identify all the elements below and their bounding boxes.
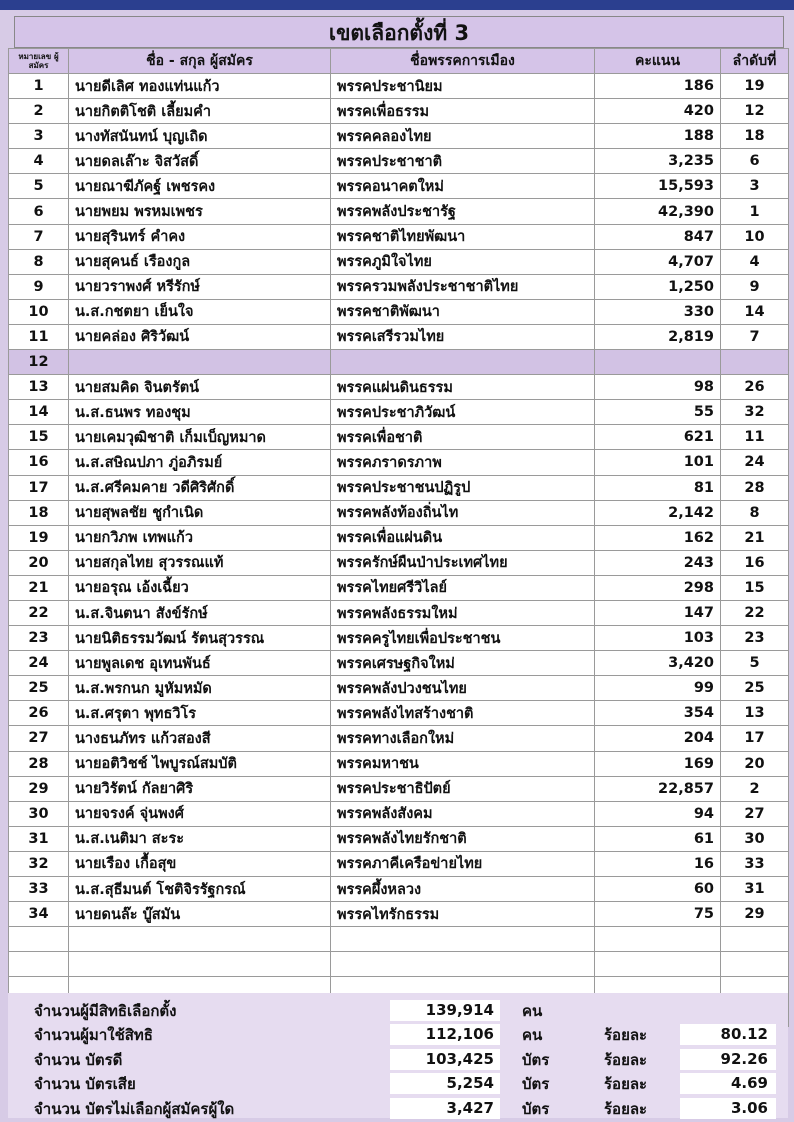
candidate-name: นายเคมวุฒิชาติ เก็มเบ็ญหมาด bbox=[69, 425, 331, 450]
party-name: พรรคประชาชนปฏิรูป bbox=[331, 475, 595, 500]
header-party: ชื่อพรรคการเมือง bbox=[331, 49, 595, 74]
rank: 22 bbox=[721, 600, 789, 625]
summary-unit: บัตร bbox=[522, 1099, 550, 1118]
candidate-name: น.ส.พรกนก มูหัมหมัด bbox=[69, 676, 331, 701]
vote-count: 420 bbox=[595, 99, 721, 124]
candidate-number: 12 bbox=[9, 350, 69, 375]
summary-value: 112,106 bbox=[390, 1024, 500, 1045]
rank: 15 bbox=[721, 575, 789, 600]
table-row bbox=[9, 400, 789, 425]
empty-cell bbox=[595, 927, 721, 952]
candidate-name: นายนิติธรรมวัฒน์ รัตนสุวรรณ bbox=[69, 626, 331, 651]
candidate-number: 10 bbox=[9, 299, 69, 324]
summary-percent: 92.26 bbox=[680, 1049, 776, 1070]
summary-label: จำนวนผู้มีสิทธิเลือกตั้ง bbox=[34, 1002, 177, 1020]
candidate-name: น.ส.เนติมา สะระ bbox=[69, 826, 331, 851]
rank: 1 bbox=[721, 199, 789, 224]
party-name: พรรคพลังไทยรักชาติ bbox=[331, 826, 595, 851]
summary-value: 139,914 bbox=[390, 1000, 500, 1021]
vote-count: 101 bbox=[595, 450, 721, 475]
party-name: พรรคประชาชาติ bbox=[331, 149, 595, 174]
candidate-number: 30 bbox=[9, 801, 69, 826]
party-name: พรรคแผ่นดินธรรม bbox=[331, 375, 595, 400]
summary-row bbox=[8, 1048, 788, 1072]
summary-unit: บัตร bbox=[522, 1050, 550, 1069]
table-row bbox=[9, 99, 789, 124]
page-title: เขตเลือกตั้งที่ 3 bbox=[14, 16, 784, 48]
vote-count: 99 bbox=[595, 676, 721, 701]
candidate-name: นายดนล๊ะ บู๊สมัน bbox=[69, 902, 331, 927]
candidate-name: นายดลเล๊าะ จิสวัสดิ์ bbox=[69, 149, 331, 174]
rank: 19 bbox=[721, 74, 789, 99]
summary-row bbox=[8, 1023, 788, 1047]
candidate-name: นายกิตติโชติ เลี้ยมคำ bbox=[69, 99, 331, 124]
party-name: พรรคพลังท้องถิ่นไท bbox=[331, 500, 595, 525]
party-name: พรรคประชาภิวัฒน์ bbox=[331, 400, 595, 425]
rank: 26 bbox=[721, 375, 789, 400]
vote-count: 1,250 bbox=[595, 274, 721, 299]
candidate-name: นายพูลเดช อุเทนพันธ์ bbox=[69, 651, 331, 676]
candidate-number: 17 bbox=[9, 475, 69, 500]
empty-cell bbox=[595, 952, 721, 977]
vote-count: 81 bbox=[595, 475, 721, 500]
table-row bbox=[9, 902, 789, 927]
rank: 33 bbox=[721, 851, 789, 876]
candidate-number: 31 bbox=[9, 826, 69, 851]
party-name: พรรคภูมิใจไทย bbox=[331, 249, 595, 274]
vote-count: 55 bbox=[595, 400, 721, 425]
vote-count: 188 bbox=[595, 124, 721, 149]
table-row bbox=[9, 274, 789, 299]
candidate-number: 24 bbox=[9, 651, 69, 676]
vote-count: 22,857 bbox=[595, 776, 721, 801]
candidate-name: นายสกุลไทย สุวรรณแท้ bbox=[69, 550, 331, 575]
party-name: พรรคประชานิยม bbox=[331, 74, 595, 99]
table-header-row bbox=[9, 49, 789, 74]
table-row bbox=[9, 877, 789, 902]
table-row bbox=[9, 575, 789, 600]
header-rank: ลำดับที่ bbox=[721, 49, 789, 74]
empty-cell bbox=[69, 952, 331, 977]
table-row bbox=[9, 375, 789, 400]
empty-row bbox=[9, 952, 789, 977]
candidate-number: 9 bbox=[9, 274, 69, 299]
table-row bbox=[9, 475, 789, 500]
party-name: พรรคชาติไทยพัฒนา bbox=[331, 224, 595, 249]
candidate-name: นายสมคิด จินตรัตน์ bbox=[69, 375, 331, 400]
table-row bbox=[9, 676, 789, 701]
table-row bbox=[9, 324, 789, 349]
empty-cell bbox=[9, 952, 69, 977]
table-row bbox=[9, 550, 789, 575]
candidate-number: 26 bbox=[9, 701, 69, 726]
table-row bbox=[9, 149, 789, 174]
party-name: พรรคชาติพัฒนา bbox=[331, 299, 595, 324]
empty-cell bbox=[69, 927, 331, 952]
summary-value: 3,427 bbox=[390, 1098, 500, 1119]
table-row bbox=[9, 851, 789, 876]
party-name: พรรคไทยศรีวิไลย์ bbox=[331, 575, 595, 600]
party-name: พรรคครูไทยเพื่อประชาชน bbox=[331, 626, 595, 651]
candidate-name: นายณาฆีภัคฐ์ เพชรคง bbox=[69, 174, 331, 199]
party-name: พรรคเพื่อชาติ bbox=[331, 425, 595, 450]
table-row bbox=[9, 425, 789, 450]
party-name: พรรคพลังปวงชนไทย bbox=[331, 676, 595, 701]
candidate-number: 16 bbox=[9, 450, 69, 475]
candidate-name: นางธนภัทร แก้วสองสี bbox=[69, 726, 331, 751]
candidate-name: น.ส.กชตยา เย็นใจ bbox=[69, 299, 331, 324]
rank: 13 bbox=[721, 701, 789, 726]
summary-label: จำนวน บัตรดี bbox=[34, 1050, 123, 1069]
candidate-number: 14 bbox=[9, 400, 69, 425]
vote-count: 103 bbox=[595, 626, 721, 651]
party-name: พรรคคลองไทย bbox=[331, 124, 595, 149]
vote-count: 15,593 bbox=[595, 174, 721, 199]
empty-cell bbox=[331, 952, 595, 977]
vote-count: 186 bbox=[595, 74, 721, 99]
candidate-number: 27 bbox=[9, 726, 69, 751]
candidate-number: 3 bbox=[9, 124, 69, 149]
party-name: พรรคประชาธิปัตย์ bbox=[331, 776, 595, 801]
vote-count: 147 bbox=[595, 600, 721, 625]
summary-panel bbox=[8, 993, 788, 1118]
candidate-number: 5 bbox=[9, 174, 69, 199]
candidate-name: นายคล่อง ศิริวัฒน์ bbox=[69, 324, 331, 349]
table-row bbox=[9, 224, 789, 249]
header-no: หมายเลข ผู้สมัคร bbox=[9, 49, 69, 74]
table-row bbox=[9, 124, 789, 149]
table-row bbox=[9, 776, 789, 801]
party-name: พรรคพลังประชารัฐ bbox=[331, 199, 595, 224]
candidate-number: 29 bbox=[9, 776, 69, 801]
table-row bbox=[9, 826, 789, 851]
rank: 28 bbox=[721, 475, 789, 500]
party-name: พรรคภราดรภาพ bbox=[331, 450, 595, 475]
candidate-name: นายสุคนธ์ เรืองกูล bbox=[69, 249, 331, 274]
candidate-number: 22 bbox=[9, 600, 69, 625]
candidate-name: นายสุพลชัย ชูกำเนิด bbox=[69, 500, 331, 525]
rank: 4 bbox=[721, 249, 789, 274]
vote-count: 621 bbox=[595, 425, 721, 450]
rank: 17 bbox=[721, 726, 789, 751]
summary-unit: บัตร bbox=[522, 1075, 550, 1094]
rank: 7 bbox=[721, 324, 789, 349]
summary-label: จำนวน บัตรเสีย bbox=[34, 1075, 136, 1094]
party-name: พรรคเศรษฐกิจใหม่ bbox=[331, 651, 595, 676]
candidate-number: 28 bbox=[9, 751, 69, 776]
rank: 8 bbox=[721, 500, 789, 525]
candidate-number: 18 bbox=[9, 500, 69, 525]
party-name: พรรคพลังธรรมใหม่ bbox=[331, 600, 595, 625]
candidate-number: 34 bbox=[9, 902, 69, 927]
party-name: พรรคผึ้งหลวง bbox=[331, 877, 595, 902]
vote-count: 354 bbox=[595, 701, 721, 726]
vote-count: 162 bbox=[595, 525, 721, 550]
rank: 14 bbox=[721, 299, 789, 324]
candidate-name: น.ส.ศรีคมคาย วดีศิริศักดิ์ bbox=[69, 475, 331, 500]
summary-unit: คน bbox=[522, 1026, 543, 1045]
candidate-name: นายพยม พรหมเพชร bbox=[69, 199, 331, 224]
empty-cell bbox=[721, 927, 789, 952]
table-row bbox=[9, 299, 789, 324]
candidate-number: 11 bbox=[9, 324, 69, 349]
candidate-name: นายอรุณ เอ้งเฉี้ยว bbox=[69, 575, 331, 600]
candidate-number: 8 bbox=[9, 249, 69, 274]
table-row bbox=[9, 199, 789, 224]
candidate-number: 19 bbox=[9, 525, 69, 550]
summary-percent-label: ร้อยละ bbox=[604, 1099, 648, 1118]
candidate-number: 1 bbox=[9, 74, 69, 99]
rank: 25 bbox=[721, 676, 789, 701]
vote-count: 330 bbox=[595, 299, 721, 324]
vote-count: 2,819 bbox=[595, 324, 721, 349]
candidate-name: น.ส.สษิณปภา ภู่อภิรมย์ bbox=[69, 450, 331, 475]
vote-count bbox=[595, 350, 721, 375]
table-row bbox=[9, 249, 789, 274]
summary-percent: 3.06 bbox=[680, 1098, 776, 1119]
candidate-number: 2 bbox=[9, 99, 69, 124]
rank: 16 bbox=[721, 550, 789, 575]
rank: 9 bbox=[721, 274, 789, 299]
summary-value: 5,254 bbox=[390, 1073, 500, 1094]
rank: 32 bbox=[721, 400, 789, 425]
candidate-number: 6 bbox=[9, 199, 69, 224]
candidate-number: 15 bbox=[9, 425, 69, 450]
candidate-number: 25 bbox=[9, 676, 69, 701]
vote-count: 204 bbox=[595, 726, 721, 751]
summary-row bbox=[8, 1097, 788, 1121]
table-row bbox=[9, 450, 789, 475]
vote-count: 94 bbox=[595, 801, 721, 826]
summary-row bbox=[8, 1072, 788, 1096]
rank: 12 bbox=[721, 99, 789, 124]
table-row bbox=[9, 726, 789, 751]
rank: 24 bbox=[721, 450, 789, 475]
vote-count: 4,707 bbox=[595, 249, 721, 274]
rank bbox=[721, 350, 789, 375]
table-row bbox=[9, 174, 789, 199]
summary-percent-label: ร้อยละ bbox=[604, 1075, 648, 1094]
summary-percent-label: ร้อยละ bbox=[604, 1050, 648, 1069]
rank: 30 bbox=[721, 826, 789, 851]
vote-count: 75 bbox=[595, 902, 721, 927]
candidate-number: 4 bbox=[9, 149, 69, 174]
rank: 6 bbox=[721, 149, 789, 174]
vote-count: 16 bbox=[595, 851, 721, 876]
party-name bbox=[331, 350, 595, 375]
table-row bbox=[9, 701, 789, 726]
empty-cell bbox=[721, 952, 789, 977]
vote-count: 2,142 bbox=[595, 500, 721, 525]
party-name: พรรคพลังไทสร้างชาติ bbox=[331, 701, 595, 726]
rank: 18 bbox=[721, 124, 789, 149]
rank: 11 bbox=[721, 425, 789, 450]
summary-row bbox=[8, 999, 788, 1023]
candidate-name: นายเรือง เกื้อสุข bbox=[69, 851, 331, 876]
candidate-name: นางทัสนันทน์ บุญเถิด bbox=[69, 124, 331, 149]
candidate-number: 7 bbox=[9, 224, 69, 249]
vote-count: 298 bbox=[595, 575, 721, 600]
empty-cell bbox=[9, 927, 69, 952]
party-name: พรรคเสรีรวมไทย bbox=[331, 324, 595, 349]
table-row bbox=[9, 626, 789, 651]
candidate-number: 20 bbox=[9, 550, 69, 575]
vote-count: 61 bbox=[595, 826, 721, 851]
rank: 3 bbox=[721, 174, 789, 199]
party-name: พรรคมหาชน bbox=[331, 751, 595, 776]
table-row bbox=[9, 525, 789, 550]
party-name: พรรครวมพลังประชาชาติไทย bbox=[331, 274, 595, 299]
empty-row bbox=[9, 927, 789, 952]
candidate-name: นายอติวิชช์ ไพบูรณ์สมบัติ bbox=[69, 751, 331, 776]
candidate-name: นายดีเลิศ ทองแท่นแก้ว bbox=[69, 74, 331, 99]
rank: 21 bbox=[721, 525, 789, 550]
rank: 29 bbox=[721, 902, 789, 927]
rank: 27 bbox=[721, 801, 789, 826]
table-row bbox=[9, 350, 789, 375]
party-name: พรรคภาคีเครือข่ายไทย bbox=[331, 851, 595, 876]
candidate-name: นายวราพงศ์ หรีรักษ์ bbox=[69, 274, 331, 299]
vote-count: 169 bbox=[595, 751, 721, 776]
party-name: พรรคไทรักธรรม bbox=[331, 902, 595, 927]
rank: 20 bbox=[721, 751, 789, 776]
empty-cell bbox=[331, 927, 595, 952]
top-banner bbox=[0, 0, 794, 10]
candidate-number: 33 bbox=[9, 877, 69, 902]
party-name: พรรครักษ์ผืนป่าประเทศไทย bbox=[331, 550, 595, 575]
table-row bbox=[9, 651, 789, 676]
party-name: พรรคทางเลือกใหม่ bbox=[331, 726, 595, 751]
summary-unit: คน bbox=[522, 1002, 543, 1020]
candidate-name: นายวิรัตน์ กัลยาศิริ bbox=[69, 776, 331, 801]
table-row bbox=[9, 600, 789, 625]
vote-count: 98 bbox=[595, 375, 721, 400]
vote-count: 3,235 bbox=[595, 149, 721, 174]
candidate-name: น.ส.สุธีมนต์ โชติจิรรัฐกรณ์ bbox=[69, 877, 331, 902]
table-row bbox=[9, 801, 789, 826]
rank: 31 bbox=[721, 877, 789, 902]
candidate-name bbox=[69, 350, 331, 375]
table-body bbox=[9, 74, 789, 1027]
candidate-number: 13 bbox=[9, 375, 69, 400]
candidate-name: น.ส.จินตนา สังข์รักษ์ bbox=[69, 600, 331, 625]
vote-count: 42,390 bbox=[595, 199, 721, 224]
candidate-number: 23 bbox=[9, 626, 69, 651]
vote-count: 243 bbox=[595, 550, 721, 575]
candidate-name: นายสุรินทร์ คำคง bbox=[69, 224, 331, 249]
vote-count: 3,420 bbox=[595, 651, 721, 676]
summary-label: จำนวน บัตรไม่เลือกผู้สมัครผู้ใด bbox=[34, 1099, 235, 1118]
party-name: พรรคพลังสังคม bbox=[331, 801, 595, 826]
rank: 23 bbox=[721, 626, 789, 651]
table-row bbox=[9, 74, 789, 99]
candidate-name: น.ส.ธนพร ทองชุม bbox=[69, 400, 331, 425]
summary-percent: 80.12 bbox=[680, 1024, 776, 1045]
header-votes: คะแนน bbox=[595, 49, 721, 74]
table-row bbox=[9, 751, 789, 776]
party-name: พรรคเพื่อแผ่นดิน bbox=[331, 525, 595, 550]
party-name: พรรคเพื่อธรรม bbox=[331, 99, 595, 124]
table-row bbox=[9, 500, 789, 525]
candidate-number: 21 bbox=[9, 575, 69, 600]
party-name: พรรคอนาคตใหม่ bbox=[331, 174, 595, 199]
results-table bbox=[8, 48, 789, 1027]
vote-count: 847 bbox=[595, 224, 721, 249]
header-name: ชื่อ - สกุล ผู้สมัคร bbox=[69, 49, 331, 74]
rank: 10 bbox=[721, 224, 789, 249]
candidate-name: นายกวิภพ เทพแก้ว bbox=[69, 525, 331, 550]
summary-percent-label: ร้อยละ bbox=[604, 1026, 648, 1045]
vote-count: 60 bbox=[595, 877, 721, 902]
rank: 2 bbox=[721, 776, 789, 801]
summary-label: จำนวนผู้มาใช้สิทธิ bbox=[34, 1026, 153, 1045]
summary-percent: 4.69 bbox=[680, 1073, 776, 1094]
candidate-number: 32 bbox=[9, 851, 69, 876]
rank: 5 bbox=[721, 651, 789, 676]
candidate-name: น.ส.ศรุตา พุทธวิโร bbox=[69, 701, 331, 726]
summary-value: 103,425 bbox=[390, 1049, 500, 1070]
candidate-name: นายจรงค์ จุ่นพงศ์ bbox=[69, 801, 331, 826]
